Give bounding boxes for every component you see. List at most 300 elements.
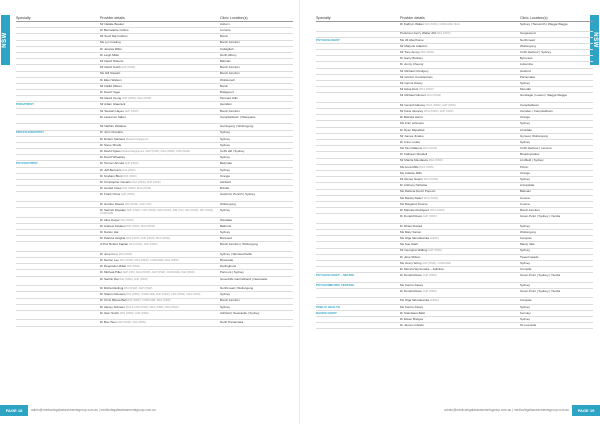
row-provider [400, 243, 520, 246]
provider-name: Dr Donald Rowe [400, 273, 423, 278]
provider-affiliations: WCA (NSW) [430, 208, 445, 212]
header-specialty: Specialty [316, 16, 331, 20]
row-specialty [16, 72, 100, 75]
row-clinic: Camden | Campbelltown [520, 108, 553, 113]
provider-name: A Prof Robert Kaplan [100, 242, 129, 247]
row-specialty [316, 110, 400, 113]
row-specialty [316, 197, 400, 200]
row-provider [100, 187, 220, 190]
row-provider [100, 110, 220, 113]
provider-affiliations: WIA (NSW), MAA (NSW) [122, 187, 152, 191]
provider-affiliations: AHPRA [429, 237, 439, 241]
row-specialty [16, 175, 100, 178]
row-provider [100, 66, 220, 69]
row-provider [400, 129, 520, 132]
row-specialty [316, 262, 400, 265]
provider-name: Mr Marcia Maydasca [400, 158, 428, 163]
provider-name: Mr Tony Aenoy [400, 49, 420, 54]
row-provider [100, 85, 220, 88]
row-specialty [16, 156, 100, 159]
footer-contact-left[interactable]: admin@medicolegalassessmentsgroup.com.au | medicolegalassessmentsgroup.com.au [31, 408, 156, 412]
right-rows [316, 22, 593, 329]
row-clinic: Sydney [520, 121, 531, 126]
provider-name: Mr Michael Chodgery [400, 68, 429, 73]
row-clinic: Darlinghurst [220, 264, 237, 269]
provider-affiliations: WIA (NSW) [123, 174, 137, 178]
row-provider [100, 259, 220, 262]
provider-name: Dr Stanislaus Balic [400, 310, 426, 315]
row-specialty: PSYCHOMETRIC TESTING [316, 282, 355, 287]
provider-affiliations: Medical Negligence, AHP (NSW), MAA (NSW), CRS (NSW) [121, 149, 191, 153]
row-specialty [16, 66, 100, 69]
provider-name: Ms Carme Davey [400, 304, 424, 309]
row-provider [400, 312, 520, 315]
row-clinic: Bondi [220, 83, 228, 88]
provider-name: Mr James Jimako [400, 133, 424, 138]
row-clinic: Hamilton [220, 102, 232, 107]
row-provider [400, 262, 520, 265]
row-specialty [16, 60, 100, 63]
row-specialty [16, 253, 100, 256]
provider-name: Dr Gordon Davies [100, 201, 125, 206]
provider-name: Mr David Smith [100, 65, 121, 70]
row-specialty [16, 299, 100, 302]
row-clinic: Sydney [520, 177, 531, 182]
row-specialty [316, 299, 400, 302]
provider-affiliations: MIC (NSW), MAA (NSW), COMCARE, MAA (NSW) [119, 258, 179, 262]
row-clinic: Sydney [220, 130, 231, 135]
row-provider [400, 249, 520, 252]
row-provider [400, 39, 520, 42]
row-clinic: Bondi Junction [520, 207, 540, 212]
row-provider [400, 184, 520, 187]
provider-name: Dr Marcale Rodriguez [400, 207, 430, 212]
row-provider [400, 231, 520, 234]
row-provider [100, 150, 220, 153]
provider-affiliations: WCA (NSW) [426, 94, 442, 98]
provider-name: Dr Micheal Piller [100, 270, 122, 275]
row-clinic: Coffs Harbour | Sydney [520, 49, 552, 54]
row-clinic: Orange [220, 173, 231, 178]
provider-name: Ms Irran Johnston [400, 121, 425, 126]
row-clinic: Ashfield | Newcastle | Sydney [220, 310, 260, 315]
row-provider [400, 32, 520, 35]
row-clinic: Tweed Heads [520, 254, 539, 259]
provider-name: Dr Jane Wilson [400, 254, 421, 259]
row-specialty [316, 141, 400, 144]
row-provider [100, 48, 220, 51]
row-provider [400, 209, 520, 212]
row-clinic: Westlake [220, 217, 233, 222]
row-clinic: Annandale [520, 183, 535, 188]
row-specialty: PUBLIC HEALTH [316, 304, 340, 309]
row-specialty [16, 116, 100, 123]
provider-affiliations: WIA (NSW) [126, 265, 140, 269]
row-clinic: Sydney [520, 282, 531, 287]
row-provider [400, 141, 520, 144]
row-specialty [16, 181, 100, 184]
row-provider [400, 88, 520, 91]
provider-name: Dr Darren Lee [100, 257, 120, 262]
provider-name: Mr Marjorie Adawinn [400, 43, 428, 48]
row-provider [100, 209, 220, 216]
row-specialty [16, 259, 100, 262]
provider-affiliations: AHP (NSW) [422, 274, 437, 278]
provider-affiliations: AHP (NSW) [428, 249, 442, 253]
row-provider [400, 63, 520, 66]
provider-name: Dr Boo Tsen [100, 320, 117, 325]
provider-name: Ms Gill Stewart [100, 71, 121, 76]
row-provider [100, 116, 220, 123]
provider-affiliations: CRS (NSW), AHP (NSW) [119, 311, 149, 315]
row-clinic: Wollongong [520, 229, 536, 234]
row-clinic: Bondi [220, 34, 228, 39]
row-specialty [16, 41, 100, 44]
row-clinic: Manly Vale [520, 242, 535, 247]
row-specialty [316, 184, 400, 187]
row-specialty [16, 35, 100, 38]
row-provider [400, 318, 520, 321]
row-clinic: Orange [520, 115, 531, 120]
row-clinic: Bellyvale [220, 161, 233, 166]
provider-name: Dr Tennen Ahmad [100, 161, 124, 166]
row-specialty [16, 187, 100, 190]
row-provider [400, 23, 520, 30]
provider-name: Dr Patricia Jangkat [100, 236, 126, 241]
row-specialty [316, 190, 400, 193]
provider-name: Dr Dhani Rusted [400, 223, 423, 228]
row-provider [100, 103, 220, 106]
section-tab-right: NSW [590, 15, 599, 65]
provider-name: Dr Ellen Watson [100, 77, 122, 82]
provider-name: Professor Gerry Walter AM [400, 31, 436, 36]
provider-name: Mr Stewart Hayes [100, 108, 124, 113]
provider-affiliations: WIA (NSW) [122, 168, 136, 172]
row-clinic: Gosford | Penrith | Sydney [220, 192, 256, 197]
row-clinic: Green Point | Sydney | Yamba [520, 273, 561, 278]
row-clinic: Bondi Junction [220, 298, 240, 303]
row-specialty [16, 237, 100, 240]
provider-affiliations: MAA (NSW) [436, 32, 451, 36]
provider-affiliations: MAA (NSW) [428, 159, 443, 163]
provider-name: Mr David Young [100, 96, 122, 101]
row-clinic: Bondi Junction [220, 108, 240, 113]
row-clinic: Gosford [520, 68, 531, 73]
row-provider [400, 324, 520, 327]
row-specialty [16, 243, 100, 250]
provider-affiliations: AHP (NSW), COMCARE [422, 261, 451, 265]
provider-affiliations: WIA (NSW), AHP (CW) [124, 202, 152, 206]
provider-name: Mr Renee Naprin [400, 177, 423, 182]
row-specialty [316, 135, 400, 138]
row-clinic: Sydney [220, 304, 231, 309]
row-provider [100, 175, 220, 178]
table-row [316, 289, 593, 299]
provider-name: Dr David Yager [100, 89, 121, 94]
row-clinic: Brookvale [220, 257, 234, 262]
provider-name: Dr Alice Dwyer [100, 217, 120, 222]
row-provider [100, 156, 220, 159]
row-clinic: Picton [520, 164, 529, 169]
row-clinic: Balmain [520, 189, 531, 194]
row-specialty: PSYCHOLOGIST [316, 37, 340, 42]
provider-name: Ms Kimi Makens [400, 146, 423, 151]
footer-right [300, 405, 600, 416]
row-clinic: Cronulla [520, 266, 532, 271]
provider-affiliations: WIA (NSW) [120, 218, 134, 222]
footer-contact-right[interactable]: admin@medicolegalassessmentsgroup.com.au | medicolegalassessmentsgroup.com.au [444, 408, 569, 412]
row-clinic: Parramatta [520, 74, 535, 79]
provider-name: Ms Darlena Dentz Popovic [400, 189, 436, 194]
row-clinic: Sydney [220, 292, 231, 297]
provider-name: Ms Anna Mills [400, 164, 419, 169]
provider-name: Mr Michael Gilmont [400, 93, 426, 98]
row-specialty [316, 172, 400, 175]
provider-name: Ms Margaret Pownie [400, 201, 428, 206]
header-specialty: Specialty [16, 16, 31, 20]
row-provider [400, 190, 520, 193]
table-row [316, 93, 593, 103]
row-clinic: Bondi Junction [220, 40, 240, 45]
row-specialty [16, 23, 100, 26]
row-clinic: Wollstonell [220, 77, 235, 82]
provider-affiliations: AHP (CW), MAA (NSW), AHP (NSW), COMCARE, WIA (NSW) [122, 271, 195, 275]
row-provider [400, 116, 520, 119]
provider-name: Dr Jeff Bertuzzo [100, 167, 122, 172]
provider-name: Mr Carme Davey [400, 80, 423, 85]
row-provider [100, 299, 220, 302]
row-provider [400, 166, 520, 169]
row-provider [100, 287, 220, 290]
row-clinic: Sydney [220, 229, 231, 234]
provider-name: Dr Richa Raxlingj [100, 286, 124, 291]
table-row [316, 273, 593, 283]
page-number-left: PAGE 18 [0, 405, 28, 416]
row-provider [400, 237, 520, 240]
row-provider [100, 193, 220, 200]
provider-name: Dr Garry Buckley [400, 56, 423, 61]
provider-name: Dr Andrew Feldsen [100, 223, 126, 228]
provider-name: Mr Sunil Raj Cubbon [100, 34, 128, 39]
row-clinic: Campsie [520, 298, 532, 303]
row-specialty [16, 110, 100, 113]
row-specialty [16, 79, 100, 82]
row-specialty [16, 203, 100, 206]
row-clinic: Bathurst [220, 223, 232, 228]
row-clinic: St Leonards [520, 323, 537, 328]
provider-name: Dr Jessica Miller [100, 46, 123, 51]
row-specialty [316, 231, 400, 234]
row-clinic: Campbelltown [520, 102, 540, 107]
row-specialty [16, 312, 100, 319]
row-specialty [16, 219, 100, 222]
row-provider [400, 159, 520, 162]
provider-affiliations: WIA (NSW), COMCARE, AHP (NSW), CRS (NSW), MAA (NSW) [126, 293, 201, 297]
row-specialty: RADIOLOGIST [316, 310, 337, 315]
row-specialty [316, 116, 400, 119]
row-specialty [16, 91, 100, 94]
row-specialty [316, 256, 400, 259]
provider-affiliations: WCA (NSW) [423, 196, 439, 200]
row-provider [400, 274, 520, 281]
row-provider [100, 243, 220, 250]
row-clinic: Northmead [520, 37, 535, 42]
row-clinic: Lidcombe [520, 62, 534, 67]
provider-affiliations: WCA (NSW) [419, 88, 434, 92]
provider-name: Dr Anthony Nicholas [400, 183, 428, 188]
row-specialty [316, 57, 400, 60]
provider-name: Mr Georgina Walling [400, 248, 428, 253]
provider-name: Mr Kane Glancey [400, 108, 424, 113]
row-clinic: Armidale [520, 127, 532, 132]
row-clinic: Moorabi [520, 87, 531, 92]
provider-affiliations: WCA (NSW), AHP (NSW) [426, 103, 456, 107]
provider-name: Dr Belinda Harris [400, 115, 423, 120]
provider-name: Mr Gordon Constantinos [400, 74, 433, 79]
right-page [300, 0, 600, 424]
provider-affiliations: WIA (NSW) [118, 252, 132, 256]
row-specialty [16, 225, 100, 228]
row-specialty [16, 278, 100, 285]
row-provider [100, 41, 220, 44]
row-clinic: Parmont | Sydney [220, 270, 244, 275]
row-specialty [16, 48, 100, 51]
provider-name: Dr Christopher Canaris [100, 179, 131, 184]
row-specialty [316, 129, 400, 132]
row-specialty [16, 287, 100, 290]
provider-affiliations: AHP (NSW), MAA (NSW) [122, 97, 152, 101]
provider-affiliations: WIA (NSW), MAA (NSW) [126, 224, 156, 228]
row-specialty [16, 169, 100, 172]
row-provider [100, 91, 220, 94]
row-clinic: Sydney [220, 142, 231, 147]
row-specialty [316, 243, 400, 246]
provider-name: Ms Mary Sarner [400, 229, 422, 234]
provider-affiliations: WIA (NSW), AHP (NSW) [119, 277, 148, 281]
row-provider [100, 131, 220, 134]
provider-name: Dr Leigh Miller [100, 52, 120, 57]
row-provider [400, 284, 520, 287]
row-provider [100, 253, 220, 256]
row-provider [400, 290, 520, 297]
row-provider [100, 35, 220, 38]
row-specialty [316, 32, 400, 35]
row-clinic: Green Point | Sydney | Yamba [520, 288, 561, 293]
row-specialty [316, 237, 400, 240]
row-specialty [16, 193, 100, 200]
provider-affiliations: AHP (NSW) [124, 109, 139, 113]
row-specialty [16, 231, 100, 234]
provider-affiliations: WCA (NSW) [423, 178, 439, 182]
table-row [316, 22, 593, 32]
provider-name: Dr Jenny Cheung [400, 62, 424, 67]
row-provider [100, 231, 220, 234]
row-provider [400, 203, 520, 206]
row-clinic: Sydney [520, 139, 531, 144]
provider-name: Dr James Linkletn [400, 323, 425, 328]
provider-name: Dr Sachin Rai [100, 276, 119, 281]
row-clinic: Auburn [220, 21, 230, 26]
row-specialty [316, 268, 400, 271]
provider-name: Dr David Wheatley [100, 155, 126, 160]
row-clinic: Bondi Junction [220, 71, 240, 76]
row-provider [100, 54, 220, 57]
row-clinic: Wollongong [220, 201, 236, 206]
provider-affiliations: Medical Negligence [125, 137, 149, 141]
row-specialty [316, 324, 400, 327]
row-specialty [316, 178, 400, 181]
provider-affiliations: AHP (NSW), WIA (NSW) [117, 321, 146, 325]
header-clinic: Clinic Location(s) [520, 16, 548, 20]
table-row [16, 208, 293, 218]
row-provider [100, 97, 220, 100]
provider-name: Dr Lawrence Sabel [100, 114, 126, 119]
row-specialty [316, 51, 400, 54]
row-specialty [316, 166, 400, 169]
provider-name: Ms Jenny Wong [400, 260, 422, 265]
row-provider [400, 268, 520, 271]
provider-affiliations: AHP (NSW) [121, 193, 135, 197]
row-specialty [316, 94, 400, 101]
table-header [16, 15, 293, 22]
row-specialty [16, 29, 100, 32]
row-specialty [316, 225, 400, 228]
row-clinic: Cooma [520, 201, 530, 206]
provider-affiliations: WIA (NSW) [420, 50, 434, 54]
provider-affiliations: AHPRA [429, 299, 439, 303]
row-specialty [316, 249, 400, 252]
row-clinic: Sydney [520, 223, 531, 228]
row-specialty [316, 209, 400, 212]
row-specialty [316, 82, 400, 85]
row-clinic: Ashfield [220, 179, 231, 184]
row-specialty [16, 97, 100, 100]
row-provider [100, 181, 220, 184]
row-specialty [316, 215, 400, 222]
provider-name: Dr Anne Louka [400, 139, 420, 144]
left-directory-table [16, 15, 293, 327]
row-clinic: Green Point | Sydney | Yamba [520, 214, 561, 219]
row-clinic: Gregewood [520, 31, 536, 36]
row-provider [100, 219, 220, 222]
row-clinic: Burwood [220, 236, 232, 241]
provider-name: Dr Sharon Reutens [100, 292, 126, 297]
row-provider [100, 144, 220, 147]
row-clinic: North Parramatta [220, 320, 244, 325]
row-provider [100, 265, 220, 268]
row-specialty [16, 150, 100, 153]
row-clinic: Gerringong | Wollongong [220, 124, 254, 129]
row-specialty [16, 144, 100, 147]
row-specialty [16, 306, 100, 309]
row-clinic: Sydney [220, 155, 231, 160]
row-provider [400, 110, 520, 113]
provider-name: Dr Kathleen Mandell [400, 152, 428, 157]
row-provider [100, 79, 220, 82]
row-clinic: Cabagilah [220, 46, 234, 51]
provider-affiliations: MAA & CRS (NSW), MAA (NSW), WIA (NSW) [125, 305, 179, 309]
provider-name: Dr Darton Hai [100, 229, 119, 234]
provider-name: Mr Nathan Wollaine [100, 124, 127, 129]
row-specialty [16, 85, 100, 88]
row-provider [400, 82, 520, 85]
row-specialty [16, 54, 100, 57]
row-clinic: Bridgeport [220, 89, 234, 94]
row-clinic: Coffs Hill | Sydney [220, 148, 245, 153]
provider-affiliations: WIA (NSW), COMCARE, MAA (NSW) [127, 299, 171, 303]
row-specialty [316, 104, 400, 107]
row-provider [400, 104, 520, 107]
